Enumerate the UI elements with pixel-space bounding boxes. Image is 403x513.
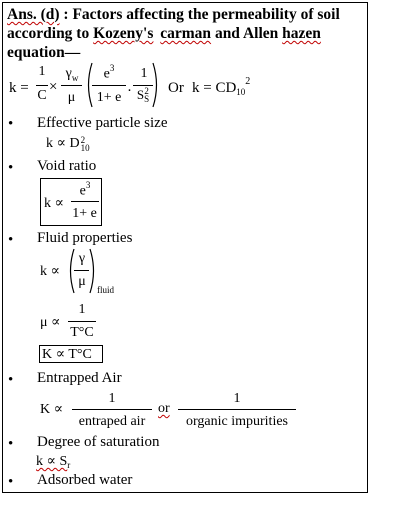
bullet: • <box>8 116 14 132</box>
frac1-line <box>36 85 48 86</box>
particle-sub: 10 <box>80 142 90 153</box>
ent-k: K ∝ <box>40 402 64 417</box>
ent-frac1-line <box>72 409 152 410</box>
void-num-sup: 3 <box>85 180 91 190</box>
ent-den2: organic impurities <box>186 414 288 429</box>
S-sup: 2 <box>144 86 149 97</box>
right-paren-main <box>151 62 161 108</box>
item-adsorbed-water: Adsorbed water <box>37 472 133 488</box>
bullet: • <box>8 436 14 452</box>
heading-text-2: according to <box>7 25 94 42</box>
k-cd-formula <box>192 76 251 97</box>
void-frac-line <box>71 201 99 202</box>
fluid-mu: μ <box>78 274 86 289</box>
fluid-frac-line <box>74 270 89 271</box>
carman-word: carman <box>160 25 212 42</box>
saturation-formula <box>36 453 70 470</box>
particle-formula <box>46 135 90 152</box>
frac4-num: 1 <box>140 66 148 81</box>
frac3-line <box>92 85 126 86</box>
dot-sign: · <box>127 83 132 99</box>
frac2-den: μ <box>67 90 76 105</box>
sat-formula-text: k ∝ S <box>36 454 68 469</box>
bullet: • <box>8 232 14 248</box>
heading-line-3: equation— <box>7 44 81 61</box>
w-subscript: w <box>71 73 79 83</box>
answer-label: Ans. (d) <box>7 6 60 23</box>
or-word: Or <box>168 80 184 96</box>
ent-num1: 1 <box>108 391 116 406</box>
bullet: • <box>8 474 14 490</box>
cd-sub: 10 <box>236 87 246 97</box>
sat-sub: r <box>67 460 71 470</box>
item-fluid-properties: Fluid properties <box>37 230 133 246</box>
ent-den1: entraped air <box>78 414 146 429</box>
item-void-ratio: Void ratio <box>37 158 97 174</box>
ent-frac2-line <box>178 409 296 410</box>
void-num: e <box>79 183 86 199</box>
heading-text-3: and Allen <box>211 25 283 42</box>
item-entrapped-air: Entrapped Air <box>37 370 122 386</box>
heading-text-1: : Factors affecting the permeability of soil <box>63 6 340 23</box>
fluid-subscript: fluid <box>97 285 114 295</box>
fluid-gamma: γ <box>78 251 86 266</box>
particle-sup: 2 <box>80 134 86 145</box>
item-particle-size: Effective particle size <box>37 115 168 131</box>
k-t-formula: K ∝ T°C <box>42 347 92 362</box>
bullet: • <box>8 372 14 388</box>
bullet: • <box>8 160 14 176</box>
times-sign: × <box>49 79 58 95</box>
cd-sup: 2 <box>245 76 251 87</box>
gamma-w: γ <box>65 66 72 81</box>
ent-num2: 1 <box>233 391 241 406</box>
e-cubed: e <box>103 66 110 82</box>
void-k: k ∝ <box>44 196 64 211</box>
void-den: 1+ e <box>72 206 97 221</box>
mu-den: T°C <box>70 325 94 340</box>
kozeny-word: Kozeny's <box>93 25 154 42</box>
mu-prop: μ ∝ <box>40 315 61 330</box>
e-cubed-sup: 3 <box>109 63 115 73</box>
fluid-k: k ∝ <box>40 264 60 279</box>
mu-frac-line <box>68 321 96 322</box>
frac1-num: 1 <box>38 64 46 79</box>
frac1-den: C <box>37 88 47 103</box>
heading-line-2 <box>7 24 321 43</box>
particle-formula-text: k ∝ D <box>46 136 80 151</box>
ent-or: or <box>158 401 170 416</box>
S-base: S <box>136 87 145 102</box>
S-sub: S <box>144 94 150 105</box>
k-equals: k = <box>9 80 29 96</box>
hazen-word: hazen <box>282 25 321 42</box>
mu-num: 1 <box>78 302 86 317</box>
heading-line-1 <box>7 5 340 24</box>
frac2-line <box>61 85 82 86</box>
item-degree-of-saturation: Degree of saturation <box>37 434 160 450</box>
k-cd-text: k = CD <box>192 80 237 96</box>
frac3-den: 1+ e <box>96 90 122 105</box>
